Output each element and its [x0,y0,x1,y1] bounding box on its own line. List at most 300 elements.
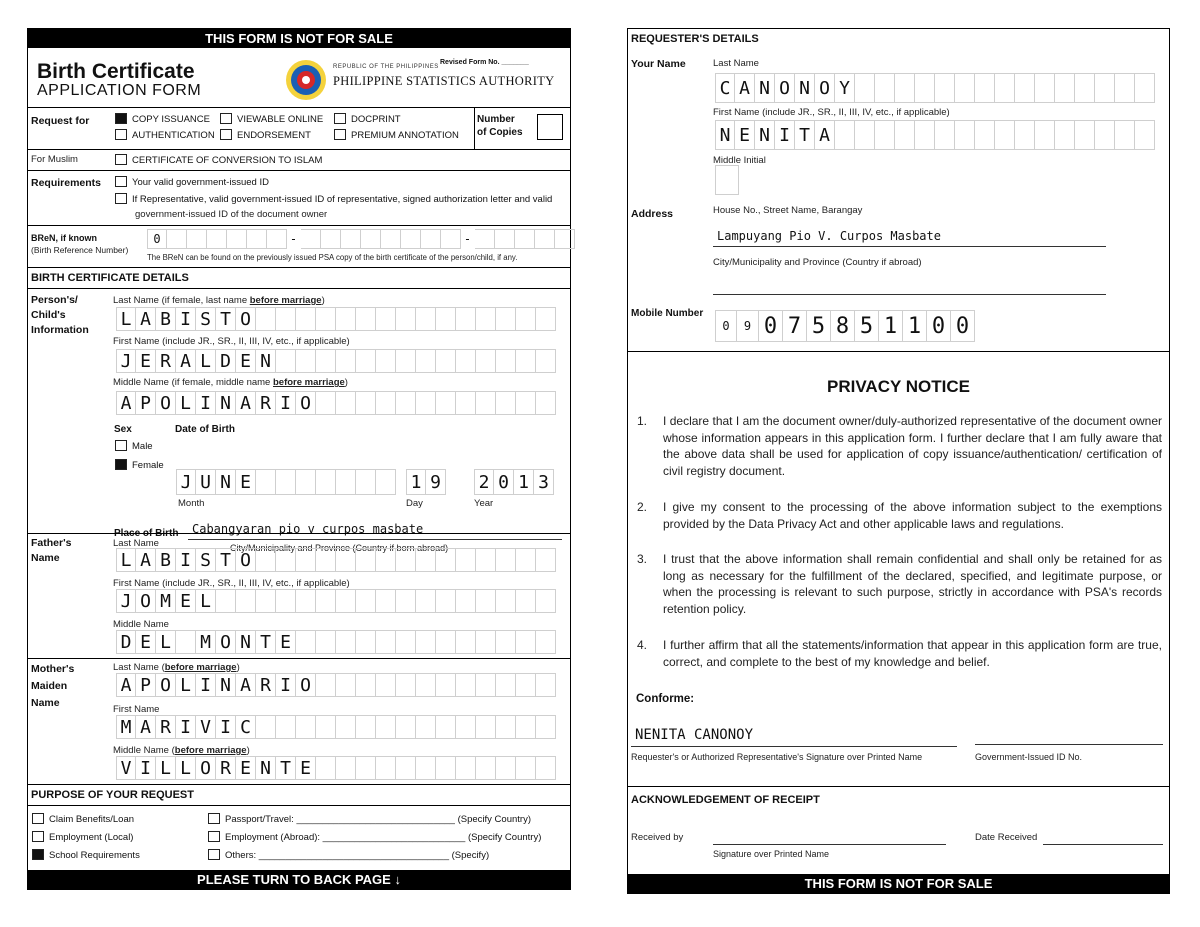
revised-form-no: Revised Form No. _______ [440,59,529,66]
bren-cell [341,229,361,249]
char-cell [516,630,536,654]
char-cell: L [156,630,176,654]
char-cell [256,715,276,739]
psa-logo-icon [284,58,328,102]
checkbox-icon[interactable] [32,849,44,860]
middle-initial-input[interactable] [715,165,739,195]
address-caption-city: City/Municipality and Province (Country if abroad) [713,257,922,268]
requester-signature-input[interactable]: NENITA CANONOY [631,727,957,747]
char-cell: 1 [514,469,534,495]
char-cell: N [755,120,775,150]
requirements-label: Requirements [31,177,102,189]
bren-cell [361,229,381,249]
char-cell [496,307,516,331]
char-cell: N [236,630,256,654]
purpose-employment-abroad[interactable]: Employment (Abroad): ___________________________ (Specify Country) [208,831,541,843]
copies-input[interactable] [537,114,563,140]
char-cell [356,630,376,654]
gov-id-input[interactable] [975,727,1163,745]
bren-input[interactable] [147,229,575,249]
bren-label: BReN, if known [31,233,98,243]
char-cell [376,469,396,495]
purpose-section [28,805,570,870]
checkbox-icon[interactable] [208,849,220,860]
mother-last-input[interactable] [116,673,556,697]
char-cell: 0 [494,469,514,495]
char-cell: B [156,307,176,331]
mobile-digit-cell: 8 [831,310,855,342]
char-cell: O [156,391,176,415]
char-cell [456,589,476,613]
char-cell [536,349,556,373]
dob-label: Date of Birth [175,424,235,435]
year-label: Year [474,498,494,509]
char-cell: 1 [406,469,426,495]
char-cell [376,349,396,373]
char-cell [1135,73,1155,103]
purpose-school[interactable]: School Requirements [32,849,140,861]
purpose-employment-local[interactable]: Employment (Local) [32,831,133,843]
char-cell [536,673,556,697]
checkbox-icon[interactable] [115,154,127,165]
checkbox-icon[interactable] [32,813,44,824]
mobile-digit-cell: 1 [879,310,903,342]
char-cell [436,391,456,415]
char-cell [1035,73,1055,103]
char-cell [456,715,476,739]
char-cell: I [196,391,216,415]
char-cell: L [176,756,196,780]
req-representative[interactable]: If Representative, valid government-issued ID of representative, signed authorization letter and valid [115,193,552,205]
char-cell: D [216,349,236,373]
char-cell [516,589,536,613]
char-cell: 9 [426,469,446,495]
char-cell [536,630,556,654]
checkbox-icon[interactable] [220,129,232,140]
char-cell [416,673,436,697]
requirements-row [28,170,570,225]
char-cell: R [256,391,276,415]
char-cell [835,120,855,150]
char-cell: I [276,391,296,415]
mobile-input[interactable] [715,310,975,342]
checkbox-icon[interactable] [115,176,127,187]
address-street-input[interactable]: Lampuyang Pio V. Curpos Masbate [713,229,1106,247]
pob-label: Place of Birth [114,528,179,539]
char-cell: O [196,756,216,780]
person-middle-input[interactable] [116,391,556,415]
char-cell [396,756,416,780]
char-cell: E [236,756,256,780]
mobile-digit-cell: 5 [807,310,831,342]
agency-name: PHILIPPINE STATISTICS AUTHORITY [333,74,555,88]
char-cell [476,630,496,654]
char-cell [436,589,456,613]
char-cell [376,548,396,572]
privacy-title: PRIVACY NOTICE [827,377,970,396]
copies-label: Number of Copies [477,114,523,138]
char-cell: O [216,630,236,654]
char-cell: E [276,630,296,654]
father-last-input[interactable] [116,548,556,572]
char-cell [536,715,556,739]
char-cell: P [136,391,156,415]
char-cell [376,756,396,780]
char-cell [715,165,739,195]
char-cell [456,630,476,654]
char-cell [416,756,436,780]
char-cell [376,630,396,654]
char-cell [1055,73,1075,103]
char-cell [516,715,536,739]
char-cell: L [196,589,216,613]
checkbox-icon[interactable] [208,831,220,842]
char-cell [895,73,915,103]
opt-endorsement[interactable]: ENDORSEMENT [220,129,311,141]
char-cell [855,73,875,103]
char-cell [356,756,376,780]
mother-first-label: First Name [113,704,160,715]
day-label: Day [406,498,423,509]
char-cell [496,673,516,697]
checkbox-icon[interactable] [32,831,44,842]
bren-cell [555,229,575,249]
opt-authentication[interactable]: AUTHENTICATION [115,129,215,141]
char-cell [176,630,196,654]
privacy-item-3: 3. I trust that the above information shall remain confidential and shall only be retained for as long as necessary for the fulfillment of the declared, specified, and legitimate purpose, or when the processing is relevant to such purpose, strictly in accordance with PSA's records retention policy. [637,552,1162,616]
char-cell: O [775,73,795,103]
char-cell [376,673,396,697]
opt-copy-issuance[interactable]: COPY ISSUANCE [115,113,210,125]
char-cell: R [256,673,276,697]
char-cell: E [136,630,156,654]
char-cell [276,307,296,331]
char-cell: A [236,391,256,415]
father-first-label: First Name (include JR., SR., II, III, IV, etc., if applicable) [113,578,350,589]
signature-caption: Requester's or Authorized Representative's Signature over Printed Name [631,752,923,762]
month-label: Month [178,498,205,509]
requester-last-input[interactable] [715,73,1155,103]
char-cell: L [196,349,216,373]
char-cell: I [176,307,196,331]
father-first-input[interactable] [116,589,556,613]
opt-premium-annotation[interactable]: PREMIUM ANNOTATION [334,129,459,141]
bren-cell [495,229,515,249]
checkbox-icon[interactable] [115,440,127,451]
mobile-digit-cell: 0 [927,310,951,342]
char-cell: T [795,120,815,150]
char-cell [1135,120,1155,150]
person-last-input[interactable] [116,307,556,331]
requester-first-input[interactable] [715,120,1155,150]
checkbox-icon[interactable] [334,129,346,140]
address-city-input[interactable] [713,277,1106,295]
char-cell [396,589,416,613]
person-label: Person's/ Child's Information [31,294,89,336]
char-cell [536,589,556,613]
char-cell [995,120,1015,150]
opt-docprint[interactable]: DOCPRINT [334,113,401,125]
char-cell [1055,120,1075,150]
char-cell [276,548,296,572]
char-cell [316,715,336,739]
char-cell [456,548,476,572]
your-name-label: Your Name [631,58,686,70]
char-cell: L [116,548,136,572]
char-cell [316,349,336,373]
father-middle-label: Middle Name [113,619,169,630]
purpose-passport[interactable]: Passport/Travel: ______________________________ (Specify Country) [208,813,531,825]
char-cell [536,307,556,331]
char-cell: T [216,548,236,572]
char-cell [276,469,296,495]
char-cell [376,391,396,415]
char-cell [296,630,316,654]
char-cell: E [735,120,755,150]
char-cell [436,548,456,572]
not-for-sale-banner: THIS FORM IS NOT FOR SALE [628,874,1169,893]
char-cell [476,756,496,780]
bren-cell [247,229,267,249]
mobile-digit-cell: 7 [783,310,807,342]
mother-middle-input[interactable] [116,756,556,780]
purpose-claim-benefits[interactable]: Claim Benefits/Loan [32,813,134,825]
char-cell: L [116,307,136,331]
received-by-label: Received by [631,832,684,843]
char-cell: E [176,589,196,613]
bren-cell [267,229,287,249]
request-for-row [28,107,570,149]
received-by-input[interactable] [713,827,946,845]
char-cell [516,391,536,415]
muslim-label: For Muslim [31,154,78,165]
char-cell [496,548,516,572]
bren-row [28,225,570,267]
char-cell [476,715,496,739]
person-first-label: First Name (include JR., SR., II, III, IV, etc., if applicable) [113,336,350,347]
char-cell [396,349,416,373]
char-cell [336,548,356,572]
char-cell [296,349,316,373]
middle-initial-label: Middle Initial [713,155,766,166]
char-cell: A [116,673,136,697]
char-cell [436,673,456,697]
bren-cell [421,229,441,249]
char-cell [376,715,396,739]
char-cell: V [116,756,136,780]
char-cell: S [196,307,216,331]
char-cell [276,589,296,613]
opt-conversion-islam[interactable]: CERTIFICATE OF CONVERSION TO ISLAM [115,154,322,166]
char-cell: D [116,630,136,654]
divider [628,786,1169,788]
form-title: Birth Certificate [37,60,195,83]
char-cell [935,73,955,103]
checkbox-icon[interactable] [208,813,220,824]
char-cell [356,391,376,415]
char-cell [1035,120,1055,150]
char-cell [1015,73,1035,103]
char-cell: L [156,756,176,780]
char-cell: R [156,349,176,373]
char-cell [456,391,476,415]
char-cell [316,469,336,495]
bren-cell [535,229,555,249]
dob-month-input[interactable] [176,469,396,495]
mother-first-input[interactable] [116,715,556,739]
char-cell: T [256,630,276,654]
char-cell: E [236,469,256,495]
char-cell [875,73,895,103]
char-cell [416,630,436,654]
bren-cell [475,229,495,249]
char-cell: L [176,391,196,415]
char-cell: A [136,548,156,572]
char-cell: A [815,120,835,150]
bren-cell [515,229,535,249]
char-cell [1075,120,1095,150]
char-cell [296,307,316,331]
char-cell [496,391,516,415]
bren-cell [207,229,227,249]
char-cell: A [116,391,136,415]
char-cell [516,548,536,572]
muslim-row [28,149,570,170]
bren-cell [227,229,247,249]
char-cell [276,715,296,739]
checkbox-icon[interactable] [115,129,127,140]
father-label: Father's Name [31,537,72,564]
sex-male-option[interactable]: Male [115,440,153,452]
char-cell: I [775,120,795,150]
agency-small: REPUBLIC OF THE PHILIPPINES [333,64,439,70]
mobile-digit-cell: 0 [759,310,783,342]
mobile-label: Mobile Number [631,308,704,319]
bren-cell: - [287,229,301,249]
char-cell [456,673,476,697]
char-cell: M [156,589,176,613]
bren-cell: - [461,229,475,249]
checkbox-icon[interactable] [220,113,232,124]
char-cell [296,589,316,613]
bren-cell [187,229,207,249]
char-cell: E [136,349,156,373]
father-section [28,533,570,658]
char-cell [496,589,516,613]
char-cell [1015,120,1035,150]
char-cell [975,120,995,150]
mother-last-label: Last Name (before marriage) [113,662,240,673]
char-cell: I [176,715,196,739]
req-representative-cont: government-issued ID of the document owner [135,209,328,220]
bc-details-label: BIRTH CERTIFICATE DETAILS [31,272,189,284]
char-cell: O [236,307,256,331]
date-received-input[interactable] [1043,827,1163,845]
char-cell [356,349,376,373]
req-own-id[interactable]: Your valid government-issued ID [115,176,269,188]
char-cell: I [276,673,296,697]
char-cell: T [216,307,236,331]
sig-printed-caption: Signature over Printed Name [713,849,830,859]
char-cell [516,673,536,697]
opt-viewable-online[interactable]: VIEWABLE ONLINE [220,113,323,125]
char-cell: N [216,469,236,495]
ack-label: ACKNOWLEDGEMENT OF RECEIPT [631,794,820,806]
char-cell [376,589,396,613]
checkbox-icon[interactable] [334,113,346,124]
char-cell: O [236,548,256,572]
address-caption-street: House No., Street Name, Barangay [713,205,863,216]
char-cell [336,715,356,739]
char-cell: E [296,756,316,780]
turn-page-banner: PLEASE TURN TO BACK PAGE ↓ [28,870,570,889]
govid-caption: Government-Issued ID No. [975,752,1083,762]
char-cell [256,589,276,613]
form-subtitle: APPLICATION FORM [37,82,202,99]
mother-section [28,658,570,784]
mobile-digit-cell: 9 [737,310,759,342]
divider [628,351,1169,353]
char-cell [356,307,376,331]
checkbox-icon[interactable] [115,193,127,204]
purpose-label: PURPOSE OF YOUR REQUEST [31,789,194,801]
char-cell: N [216,673,236,697]
checkbox-icon[interactable] [115,113,127,124]
char-cell [336,630,356,654]
char-cell [336,349,356,373]
char-cell [416,715,436,739]
char-cell [915,120,935,150]
char-cell [256,548,276,572]
bren-note: The BReN can be found on the previously issued PSA copy of the birth certificate of the person/child, if any. [147,253,518,262]
char-cell [316,548,336,572]
sex-female-option[interactable]: Female [115,459,164,471]
char-cell [476,673,496,697]
top-banner: THIS FORM IS NOT FOR SALE [28,29,570,48]
bren-cell [381,229,401,249]
char-cell [476,391,496,415]
char-cell [316,756,336,780]
char-cell [955,120,975,150]
char-cell: E [236,349,256,373]
char-cell [496,756,516,780]
char-cell [1115,120,1135,150]
char-cell [336,307,356,331]
address-label: Address [631,208,674,220]
char-cell [416,349,436,373]
char-cell [296,469,316,495]
person-first-input[interactable] [116,349,556,373]
char-cell: M [116,715,136,739]
purpose-others[interactable]: Others: ____________________________________ (Specify) [208,849,489,861]
dob-year-input[interactable] [474,469,554,495]
bren-cell [441,229,461,249]
char-cell [336,469,356,495]
father-middle-input[interactable] [116,630,556,654]
char-cell: N [256,756,276,780]
char-cell [456,349,476,373]
char-cell [536,756,556,780]
char-cell [416,589,436,613]
dob-day-input[interactable] [406,469,446,495]
purpose-header [28,784,570,805]
char-cell [396,307,416,331]
pob-input[interactable]: Cabangyaran pio v curpos masbate [188,522,562,540]
char-cell [316,673,336,697]
char-cell: A [136,715,156,739]
checkbox-icon[interactable] [115,459,127,470]
bren-sub: (Birth Reference Number) [31,245,129,255]
